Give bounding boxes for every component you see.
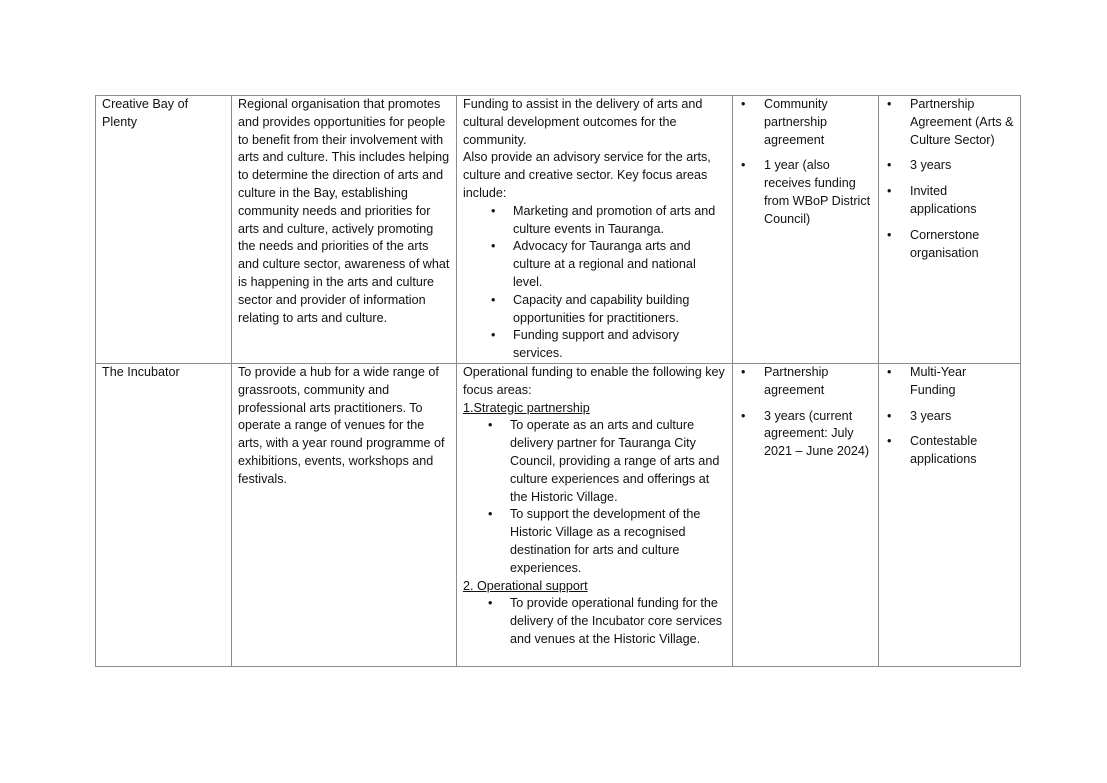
funding-intro: Operational funding to enable the following key focus areas:	[463, 365, 725, 397]
funding-intro-2: Also provide an advisory service for the arts, culture and creative sector. Key focus areas include:	[463, 150, 711, 200]
strategic-list	[463, 417, 727, 577]
list-item: • Invited applications	[885, 183, 1015, 219]
agreement-list	[739, 364, 873, 461]
organisation-name: Creative Bay of Plenty	[102, 97, 189, 129]
list-item: • To support the development of the Historic Village as a recognised destination for arts and culture experiences.	[463, 506, 727, 577]
section-title-operational: 2. Operational support	[463, 578, 588, 593]
list-item: • Community partnership agreement	[739, 96, 873, 149]
description-cell	[232, 96, 457, 364]
list-item: • Capacity and capability building opportunities for practitioners.	[463, 292, 727, 328]
operational-list	[463, 595, 727, 648]
organisation-cell	[96, 364, 232, 667]
list-item: • Funding support and advisory services.	[463, 327, 727, 363]
list-item: • 1 year (also receives funding from WBoP District Council)	[739, 157, 873, 228]
list-item: • 3 years	[885, 157, 1015, 175]
category-list	[885, 364, 1015, 469]
list-item: • To operate as an arts and culture delivery partner for Tauranga City Council, providing a range of arts and culture experiences and offerings at the Historic Village.	[463, 417, 727, 506]
list-item: • Partnership agreement	[739, 364, 873, 400]
agreement-cell	[733, 96, 879, 364]
description-cell	[232, 364, 457, 667]
table-row	[96, 364, 1021, 667]
list-item: • To provide operational funding for the delivery of the Incubator core services and venues at the Historic Village.	[463, 595, 727, 648]
funding-cell	[457, 364, 733, 667]
organisation-description: Regional organisation that promotes and provides opportunities for people to benefit from their involvement with arts and culture. This includes helping to determine the direction of arts and culture in the Bay, establishing community needs and priorities for arts and culture, actively promoting the needs and priorities of the arts and culture sector, awareness of what is happening in the arts and culture sector and provider of information relating to arts and culture.	[238, 97, 450, 325]
list-item: • 3 years	[885, 408, 1015, 426]
agreement-cell	[733, 364, 879, 667]
funding-table	[95, 95, 1021, 667]
list-item: • Multi-Year Funding	[885, 364, 1015, 400]
list-item: • Partnership Agreement (Arts & Culture Sector)	[885, 96, 1015, 149]
category-cell	[879, 96, 1021, 364]
category-cell	[879, 364, 1021, 667]
organisation-cell	[96, 96, 232, 364]
list-item: • Cornerstone organisation	[885, 227, 1015, 263]
list-item: • 3 years (current agreement: July 2021 – June 2024)	[739, 408, 873, 461]
organisation-name: The Incubator	[102, 365, 180, 379]
list-item: • Marketing and promotion of arts and culture events in Tauranga.	[463, 203, 727, 239]
agreement-list	[739, 96, 873, 229]
list-item: • Advocacy for Tauranga arts and culture at a regional and national level.	[463, 238, 727, 291]
organisation-description: To provide a hub for a wide range of grassroots, community and professional arts practitioners. To operate a range of venues for the arts, with a year round programme of exhibitions, events, workshops and festivals.	[238, 365, 445, 486]
focus-area-list	[463, 203, 727, 363]
list-item: • Contestable applications	[885, 433, 1015, 469]
table-row	[96, 96, 1021, 364]
funding-cell	[457, 96, 733, 364]
funding-intro: Funding to assist in the delivery of arts and cultural development outcomes for the community.	[463, 97, 703, 147]
section-title-strategic: 1.Strategic partnership	[463, 400, 590, 415]
category-list	[885, 96, 1015, 262]
